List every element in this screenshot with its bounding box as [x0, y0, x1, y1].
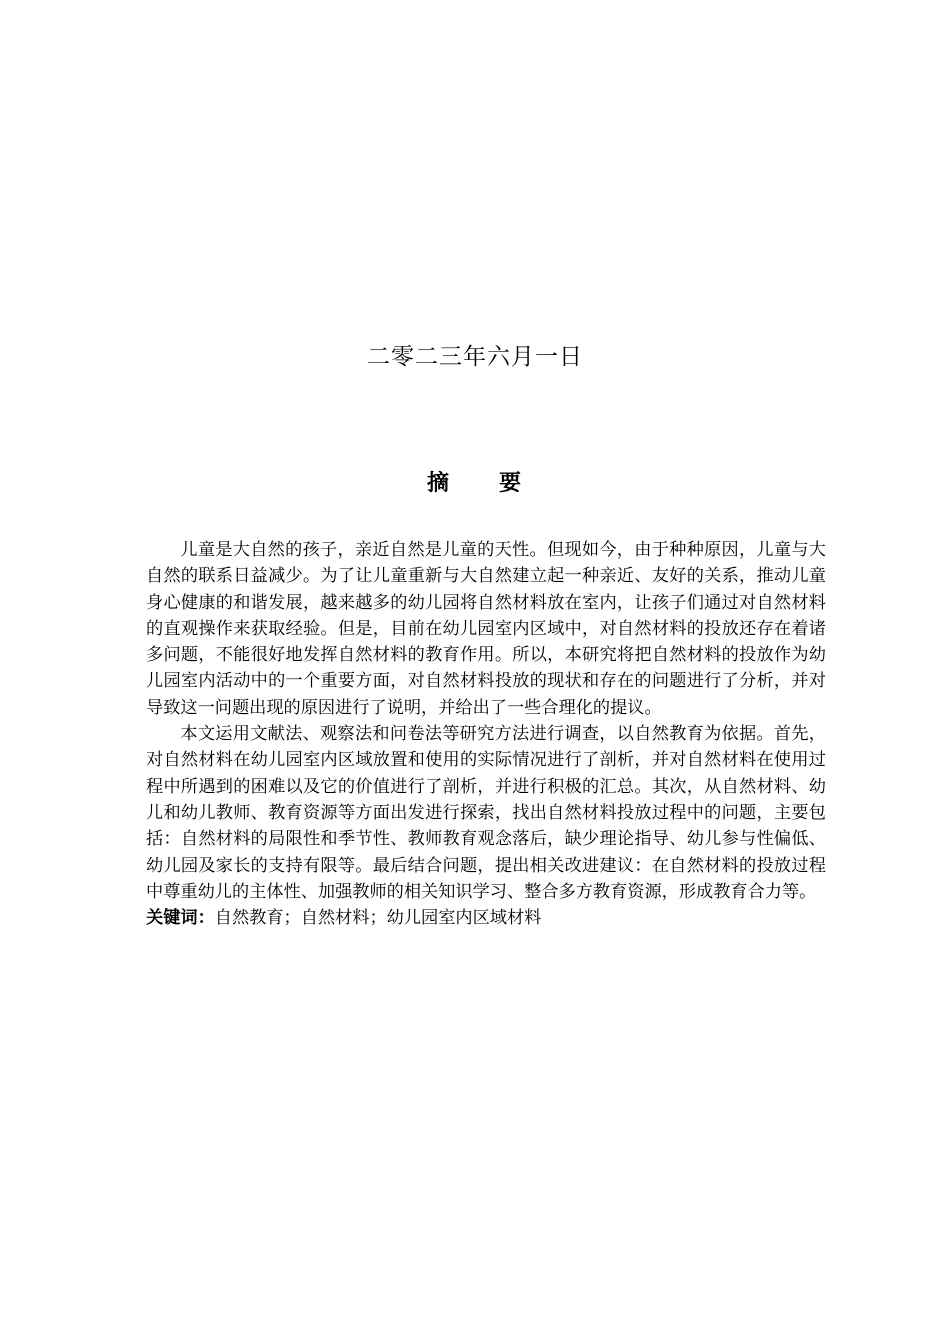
- document-date: 二零二三年六月一日: [367, 344, 583, 370]
- keywords-value: 自然教育；自然材料；幼儿园室内区域材料: [214, 908, 542, 929]
- abstract-heading: [0, 466, 950, 497]
- abstract-body: [146, 537, 826, 931]
- keywords-label: 关键词：: [146, 908, 215, 929]
- abstract-heading-char-1: 摘: [426, 471, 451, 496]
- abstract-heading-char-2: 要: [499, 471, 524, 496]
- abstract-paragraph-1: 儿童是大自然的孩子，亲近自然是儿童的天性。但现如今，由于种种原因，儿童与大自然的联系日益减少。为了让儿童重新与大自然建立起一种亲近、友好的关系，推动儿童身心健康的和谐发展，越来越多的幼儿园将自然材料放在室内，让孩子们通过对自然材料的直观操作来获取经验。但是，目前在幼儿园室内区域中，对自然材料的投放还存在着诸多问题，不能很好地发挥自然材料的教育作用。所以，本研究将把自然材料的投放作为幼儿园室内活动中的一个重要方面，对自然材料投放的现状和存在的问题进行了分析，并对导致这一问题出现的原因进行了说明，并给出了一些合理化的提议。: [146, 540, 826, 718]
- keywords-line: [146, 905, 826, 931]
- abstract-paragraph-2: 本文运用文献法、观察法和问卷法等研究方法进行调查，以自然教育为依据。首先，对自然材料在幼儿园室内区域放置和使用的实际情况进行了剖析，并对自然材料在使用过程中所遇到的困难以及它的价值进行了剖析，并进行积极的汇总。其次，从自然材料、幼儿和幼儿教师、教育资源等方面出发进行探索，找出自然材料投放过程中的问题，主要包括：自然材料的局限性和季节性、教师教育观念落后，缺少理论指导、幼儿参与性偏低、幼儿园及家长的支持有限等。最后结合问题，提出相关改进建议：在自然材料的投放过程中尊重幼儿的主体性、加强教师的相关知识学习、整合多方教育资源，形成教育合力等。: [146, 724, 826, 902]
